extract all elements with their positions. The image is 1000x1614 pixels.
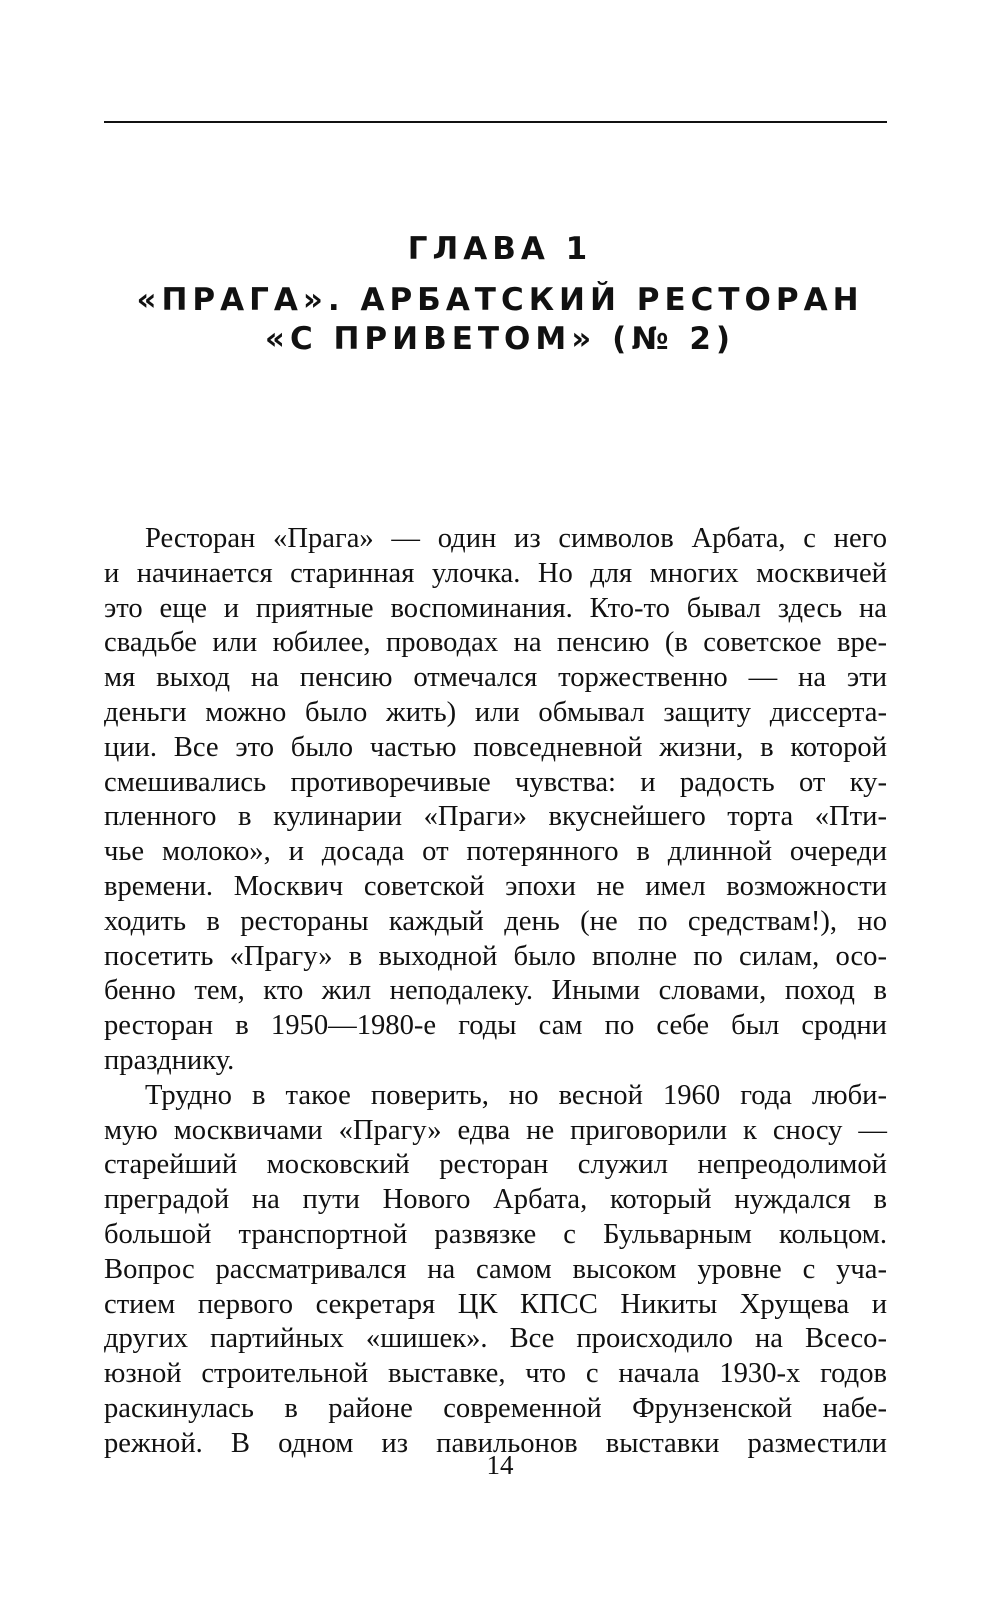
text-line: Трудно в такое поверить, но весной 1960 года люби- [145,1079,887,1111]
chapter-title-line: «ПРАГА». АРБАТСКИЙ РЕСТОРАН [136,282,864,318]
body-text [104,522,887,1462]
text-line: и начинается старинная улочка. Но для многих москвичей [104,557,887,589]
text-line: большой транспортной развязке с Бульварным кольцом. [104,1218,887,1250]
text-line: ресторан в 1950—1980-е годы сам по себе был сродни [104,1010,887,1042]
text-line: смешивались противоречивые чувства: и радость от ку- [104,766,887,798]
text-line: юзной строительной выставке, что с начала 1930-х годов [104,1358,887,1390]
text-line: бенно тем, кто жил неподалеку. Иными словами, поход в [104,975,887,1007]
text-line: преградой на пути Нового Арбата, который нуждался в [104,1184,887,1216]
text-line: других партийных «шишек». Все происходило на Всесо- [104,1323,887,1355]
text-line: деньги можно было жить) или обмывал защиту диссерта- [104,696,887,728]
chapter-title [0,281,1000,359]
text-line: свадьбе или юбилее, проводах на пенсию (в советское вре- [104,627,887,659]
text-line: мую москвичами «Прагу» едва не приговорили к сносу — [104,1114,887,1146]
text-line: Вопрос рассматривался на самом высоком уровне с уча- [104,1253,887,1285]
text-line: празднику. [104,1044,235,1076]
text-line: ции. Все это было частью повседневной жизни, в которой [104,731,887,763]
chapter-label: ГЛАВА 1 [407,231,593,267]
text-line: стием первого секретаря ЦК КПСС Никиты Хрущева и [104,1288,887,1320]
text-line: чье молоко», и досада от потерянного в длинной очереди [104,836,887,868]
text-line: мя выход на пенсию отмечался торжественно — на эти [104,662,887,694]
text-line: времени. Москвич советской эпохи не имел возможности [104,870,887,902]
text-line: пленного в кулинарии «Праги» вкуснейшего торта «Пти- [104,801,887,833]
text-line: Ресторан «Прага» — один из символов Арбата, с него [145,523,887,554]
text-line: режной. В одном из павильонов выставки разместили [104,1427,887,1459]
text-line: старейший московский ресторан служил непреодолимой [104,1149,887,1181]
text-line: посетить «Прагу» в выходной было вполне по силам, осо- [104,940,887,972]
text-line: это еще и приятные воспоминания. Кто-то бывал здесь на [104,592,887,624]
text-line: ходить в рестораны каждый день (не по средствам!), но [104,905,887,937]
page-number: 14 [486,1450,514,1480]
header-rule [104,121,887,123]
text-line: раскинулась в районе современной Фрунзенской набе- [104,1392,887,1424]
chapter-title-line: «С ПРИВЕТОМ» (№ 2) [264,321,736,357]
